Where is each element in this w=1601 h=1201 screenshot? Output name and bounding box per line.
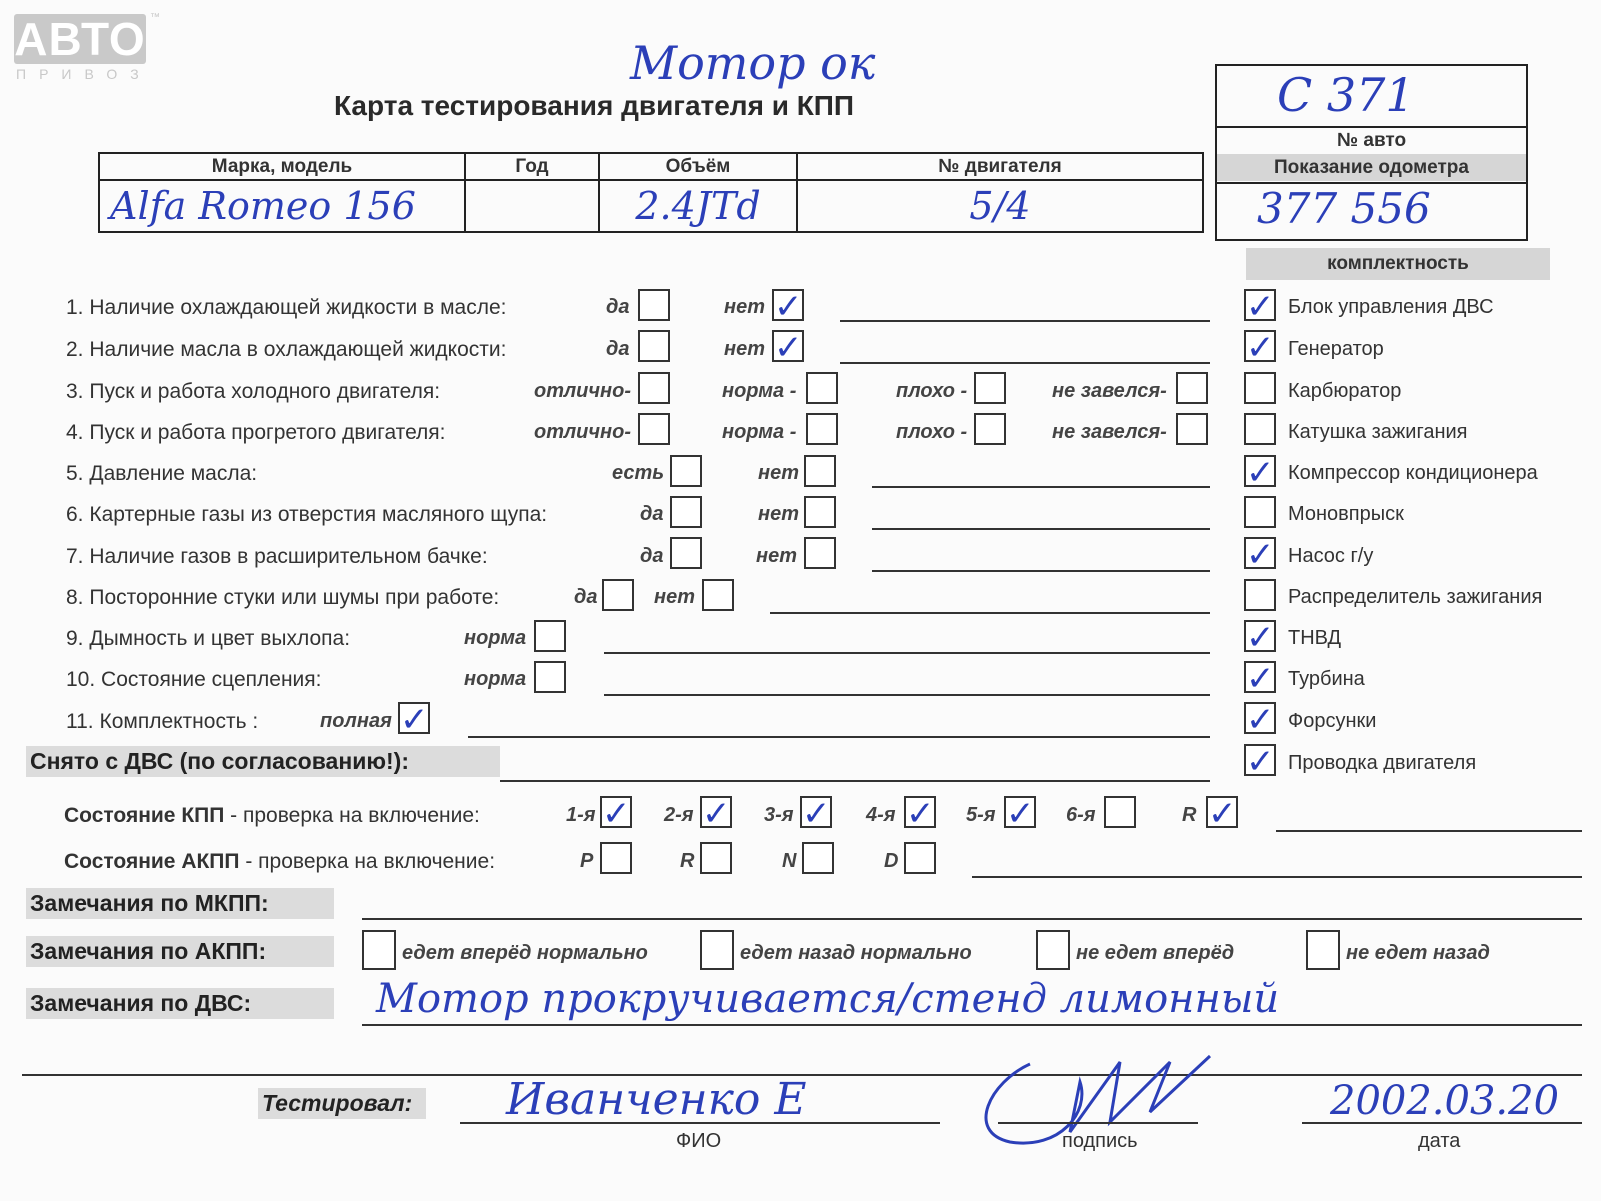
model-value: Alfa Romeo 156 [99,180,465,232]
auto-number-box [1215,64,1528,241]
check-mark: ✓ [774,328,803,368]
check-mark: ✓ [702,794,731,834]
completeness-checkbox[interactable] [1244,579,1276,611]
completeness-checkbox[interactable] [1244,287,1276,327]
completeness-item: Блок управления ДВС [1288,296,1494,318]
check-mark: ✓ [1208,794,1237,834]
akpp-n-checkbox[interactable] [802,842,834,874]
opt-bad-label: плохо - [896,421,968,443]
gear-r-checkbox[interactable] [1206,794,1238,834]
fio-label: ФИО [676,1130,722,1152]
odometer-label: Показание одометра [1217,154,1526,181]
date-label: дата [1418,1130,1461,1152]
q7-no-checkbox[interactable] [804,537,836,569]
akpp-d-checkbox[interactable] [904,842,936,874]
q2-yes-checkbox[interactable] [638,330,670,362]
volume-value: 2.4JTd [599,180,797,232]
kpp-line [1276,830,1582,832]
completeness-item: Генератор [1288,338,1384,360]
check-mark: ✓ [774,287,803,327]
trademark: ™ [150,12,160,23]
remarks-mkpp-line [362,918,1582,920]
gear-label: 5-я [966,804,996,826]
akpp-mode-label: P [580,850,594,872]
gear-label: 2-я [664,804,694,826]
opt-not-started-label: не завелся- [1052,421,1167,443]
q1-line [840,320,1210,322]
gear-4-checkbox[interactable] [904,794,936,834]
gear-label: 1-я [566,804,596,826]
remarks-akpp-label: Замечания по АКПП: [26,936,334,967]
gear-label: 6-я [1066,804,1096,826]
q10-line [604,694,1210,696]
q6-yes-checkbox[interactable] [670,496,702,528]
tested-by-label: Тестировал: [258,1088,426,1119]
completeness-checkbox[interactable] [1244,618,1276,658]
opt-no-label: нет [756,545,797,567]
q3-excellent-checkbox[interactable] [638,372,670,404]
signature-line [998,1122,1198,1124]
completeness-item: Насос г/у [1288,545,1374,567]
gear-6-checkbox[interactable] [1104,796,1136,828]
tester-name: Иванченко Е [506,1074,807,1125]
removed-line [500,780,1210,782]
q1-yes-checkbox[interactable] [638,289,670,321]
check-mark: ✓ [1246,287,1275,327]
q11-full-checkbox[interactable] [398,700,430,740]
q6-line [872,528,1210,530]
q3-normal-checkbox[interactable] [806,372,838,404]
handwritten-title: Мотор ок [630,36,876,90]
col-engine-no: № двигателя [797,153,1203,180]
date-line [1302,1122,1582,1124]
logo: АВТО [14,13,146,65]
col-volume: Объём [599,153,797,180]
opt-bad-label: плохо - [896,380,968,402]
opt-normal-label: норма - [722,421,797,443]
opt-excellent-label: отлично- [534,380,632,402]
question-5: 5. Давление масла: [66,462,258,485]
q4-not-started-checkbox[interactable] [1176,413,1208,445]
opt-yes-label: да [640,503,664,525]
check-mark: ✓ [1246,328,1275,368]
akpp-mode-label: R [680,850,695,872]
q3-not-started-checkbox[interactable] [1176,372,1208,404]
auto-number-value: С 371 [1277,68,1415,122]
q4-bad-checkbox[interactable] [974,413,1006,445]
q10-normal-checkbox[interactable] [534,661,566,693]
completeness-checkbox[interactable] [1244,742,1276,782]
completeness-checkbox[interactable] [1244,413,1276,445]
completeness-checkbox[interactable] [1244,496,1276,528]
gear-1-checkbox[interactable] [600,794,632,834]
gear-label: 3-я [764,804,794,826]
q7-yes-checkbox[interactable] [670,537,702,569]
q5-line [872,486,1210,488]
q5-present-checkbox[interactable] [670,455,702,487]
akpp-p-checkbox[interactable] [600,842,632,874]
completeness-item: Распределитель зажигания [1288,586,1543,608]
akpp-mode-label: N [782,850,797,872]
q6-no-checkbox[interactable] [804,496,836,528]
gear-label: 4-я [866,804,896,826]
q7-line [872,570,1210,572]
completeness-checkbox[interactable] [1244,453,1276,493]
col-year: Год [465,153,599,180]
completeness-item: Турбина [1288,668,1365,690]
check-mark: ✓ [1246,700,1275,740]
q2-line [840,362,1210,364]
akpp-backward-ok-checkbox[interactable] [700,930,734,970]
vehicle-info-table [98,152,1204,233]
check-mark: ✓ [1246,535,1275,575]
remarks-mkpp-label: Замечания по МКПП: [26,888,334,919]
q8-yes-checkbox[interactable] [602,579,634,611]
question-2: 2. Наличие масла в охлаждающей жидкости: [66,338,507,361]
kpp-label: Состояние КПП - проверка на включение: [64,804,480,827]
completeness-checkbox[interactable] [1244,372,1276,404]
akpp-no-backward-checkbox[interactable] [1306,930,1340,970]
opt-normal-label: норма [464,627,527,649]
completeness-item: Катушка зажигания [1288,421,1468,443]
akpp-no-forward-checkbox[interactable] [1036,930,1070,970]
completeness-checkbox[interactable] [1244,328,1276,368]
year-value [465,180,599,232]
opt-no-label: нет [654,586,695,608]
completeness-item: ТНВД [1288,627,1342,649]
check-mark: ✓ [906,794,935,834]
opt-present-label: есть [612,462,665,484]
opt-yes-label: да [574,586,598,608]
completeness-checkbox[interactable] [1244,700,1276,740]
odometer-value: 377 556 [1257,184,1431,233]
engine-no-value: 5/4 [797,180,1203,232]
remarks-dvs-label: Замечания по ДВС: [26,988,334,1019]
gear-label: R [1182,804,1197,826]
check-mark: ✓ [1246,659,1275,699]
gear-3-checkbox[interactable] [800,794,832,834]
akpp-option-label: едет вперёд нормально [402,942,648,964]
completeness-title: комплектность [1246,248,1550,280]
akpp-forward-ok-checkbox[interactable] [362,930,396,970]
auto-number-label: № авто [1336,130,1407,151]
q8-line [770,612,1210,614]
check-mark: ✓ [1246,742,1275,782]
completeness-item: Карбюратор [1288,380,1402,402]
check-mark: ✓ [1246,618,1275,658]
opt-yes-label: да [606,338,630,360]
opt-normal-label: норма [464,668,527,690]
q8-no-checkbox[interactable] [702,579,734,611]
q11-line [468,736,1210,738]
gear-5-checkbox[interactable] [1004,794,1036,834]
opt-no-label: нет [724,296,765,318]
fio-line [460,1122,940,1124]
q5-no-checkbox[interactable] [804,455,836,487]
akpp-line [972,876,1582,878]
opt-full-label: полная [320,710,392,732]
remarks-dvs-line [362,1024,1582,1026]
test-date: 2002.03.20 [1330,1078,1560,1124]
question-1: 1. Наличие охлаждающей жидкости в масле: [66,296,507,319]
gear-2-checkbox[interactable] [700,794,732,834]
opt-yes-label: да [640,545,664,567]
col-model: Марка, модель [99,153,465,180]
opt-not-started-label: не завелся- [1052,380,1167,402]
q3-bad-checkbox[interactable] [974,372,1006,404]
opt-no-label: нет [758,503,799,525]
akpp-option-label: не едет вперёд [1076,942,1235,964]
q9-line [604,652,1210,654]
akpp-mode-label: D [884,850,899,872]
check-mark: ✓ [802,794,831,834]
completeness-item: Проводка двигателя [1288,752,1477,774]
q4-normal-checkbox[interactable] [806,413,838,445]
question-8: 8. Посторонние стуки или шумы при работе: [66,586,500,609]
removed-label: Снято с ДВС (по согласованию!): [26,746,500,777]
page-title: Карта тестирования двигателя и КПП [334,90,855,121]
opt-excellent-label: отлично- [534,421,632,443]
check-mark: ✓ [400,700,429,740]
remarks-dvs-handwritten: Мотор прокручивается/стенд лимонный [376,976,1280,1022]
question-10: 10. Состояние сцепления: [66,668,322,691]
check-mark: ✓ [1246,453,1275,493]
opt-no-label: нет [724,338,765,360]
completeness-item: Форсунки [1288,710,1377,732]
akpp-option-label: не едет назад [1346,942,1490,964]
q4-excellent-checkbox[interactable] [638,413,670,445]
question-6: 6. Картерные газы из отверстия масляного щупа: [66,503,548,526]
opt-no-label: нет [758,462,799,484]
question-7: 7. Наличие газов в расширительном бачке: [66,545,488,568]
opt-normal-label: норма - [722,380,797,402]
signature-label: подпись [1062,1130,1138,1152]
completeness-item: Компрессор кондиционера [1288,462,1538,484]
completeness-checkbox[interactable] [1244,535,1276,575]
opt-yes-label: да [606,296,630,318]
logo-subtitle: ПРИВОЗ [16,66,152,82]
q1-no-checkbox[interactable] [772,287,804,327]
akpp-r-checkbox[interactable] [700,842,732,874]
question-11: 11. Комплектность : [66,710,259,733]
q2-no-checkbox[interactable] [772,328,804,368]
akpp-option-label: едет назад нормально [740,942,972,964]
q9-normal-checkbox[interactable] [534,620,566,652]
completeness-item: Моновпрыск [1288,503,1404,525]
completeness-checkbox[interactable] [1244,659,1276,699]
akpp-label: Состояние АКПП - проверка на включение: [64,850,496,873]
question-4: 4. Пуск и работа прогретого двигателя: [66,421,446,444]
question-9: 9. Дымность и цвет выхлопа: [66,627,351,650]
check-mark: ✓ [1006,794,1035,834]
check-mark: ✓ [602,794,631,834]
question-3: 3. Пуск и работа холодного двигателя: [66,380,441,403]
